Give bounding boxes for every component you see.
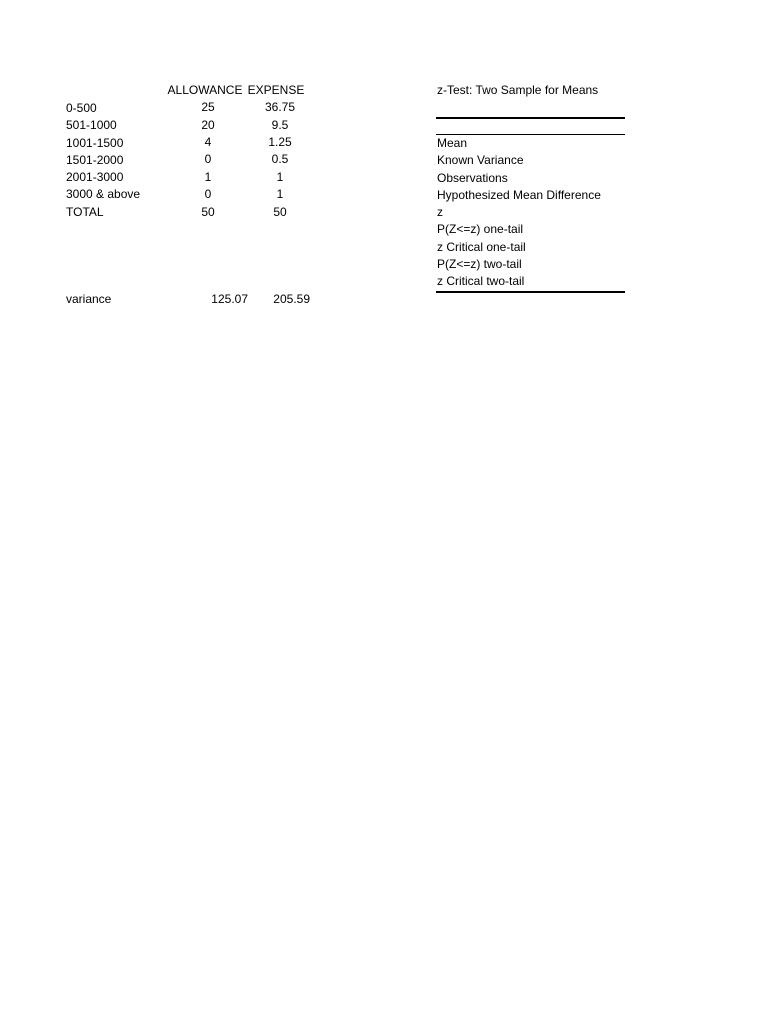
ztest-row: Mean: [437, 136, 468, 150]
row-allowance: 25: [201, 100, 215, 114]
ztest-row: z: [437, 205, 443, 220]
row-label: 0-500: [66, 101, 97, 115]
header-expense: EXPENSE: [247, 83, 305, 97]
row-allowance: 0: [204, 187, 212, 201]
variance-expense: 205.59: [273, 292, 310, 306]
ztest-row: P(Z<=z) two-tail: [437, 257, 522, 272]
row-expense: 0.5: [271, 152, 289, 166]
total-allowance: 50: [201, 205, 215, 219]
ztest-row: Hypothesized Mean Difference: [437, 187, 601, 202]
variance-label: variance: [66, 292, 112, 306]
header-allowance: ALLOWANCE: [167, 83, 243, 97]
variance-allowance: 125.07: [211, 292, 248, 306]
row-label: 3000 & above: [66, 187, 141, 201]
row-allowance: 20: [201, 118, 215, 132]
row-label: 2001-3000: [66, 170, 124, 184]
row-allowance: 1: [204, 170, 212, 184]
row-expense: 1.25: [268, 135, 292, 149]
ztest-row: z Critical two-tail: [437, 274, 525, 289]
row-allowance: 4: [204, 135, 212, 149]
row-label: 1001-1500: [66, 136, 124, 150]
row-expense: 36.75: [264, 100, 296, 114]
row-expense: 1: [276, 187, 284, 201]
row-label: 1501-2000: [66, 153, 124, 167]
row-allowance: 0: [204, 152, 212, 166]
ztest-top-rule: [436, 117, 625, 119]
total-label: TOTAL: [66, 205, 104, 219]
row-expense: 9.5: [271, 118, 289, 132]
ztest-row: z Critical one-tail: [437, 239, 526, 254]
row-label: 501-1000: [66, 118, 117, 132]
row-expense: 1: [276, 170, 284, 184]
ztest-row: Known Variance: [437, 153, 524, 168]
ztest-bottom-rule: [436, 291, 625, 293]
ztest-title: z-Test: Two Sample for Means: [437, 83, 599, 97]
ztest-row: Observations: [437, 170, 508, 185]
total-expense: 50: [273, 205, 287, 219]
ztest-rows: [437, 135, 625, 291]
ztest-row: P(Z<=z) one-tail: [437, 222, 524, 237]
